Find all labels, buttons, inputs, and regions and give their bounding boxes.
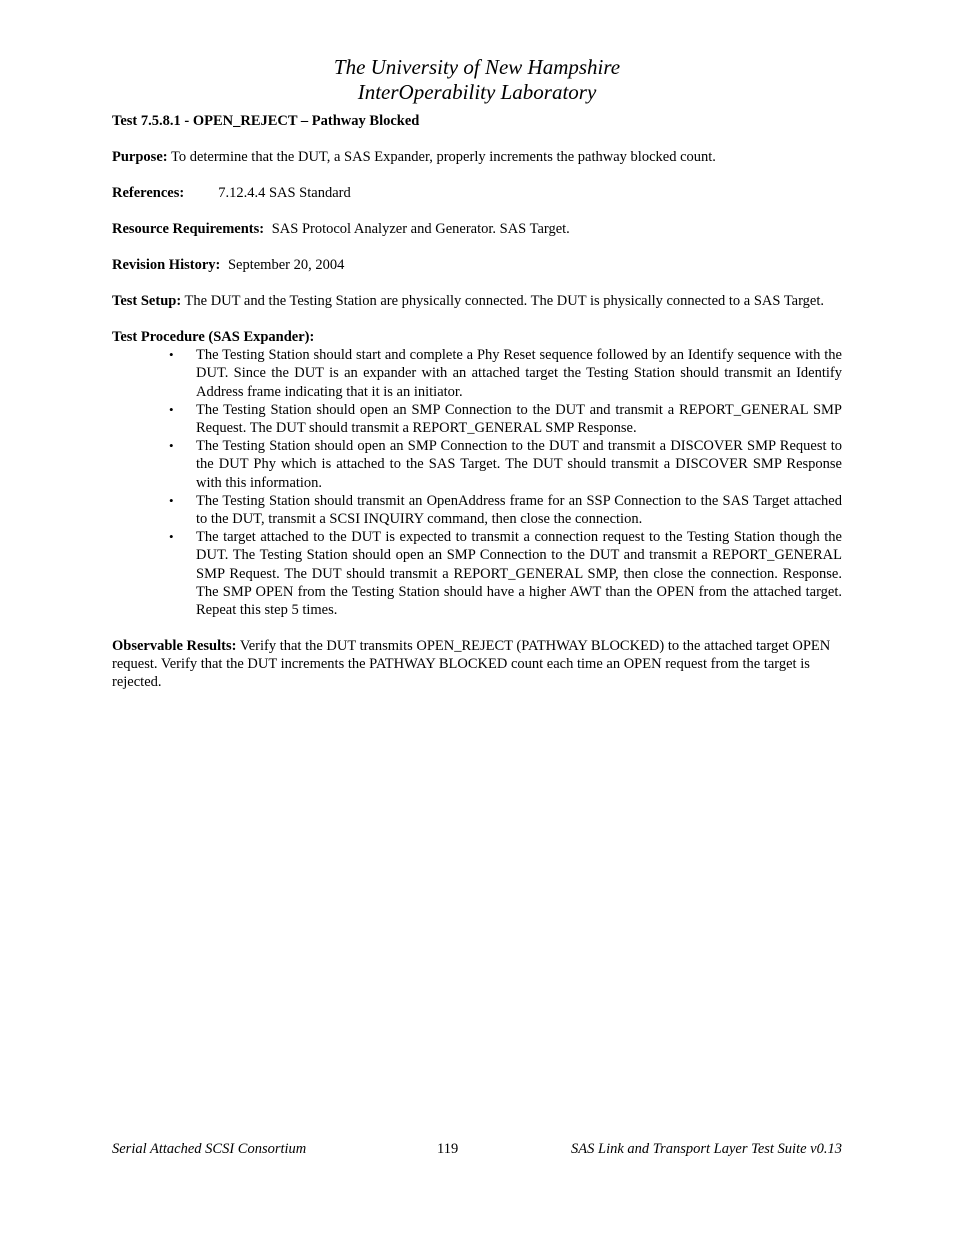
procedure-heading: Test Procedure (SAS Expander): xyxy=(112,329,315,345)
page-number: 119 xyxy=(437,1141,459,1157)
purpose-text: To determine that the DUT, a SAS Expander, properly increments the pathway blocked count. xyxy=(170,149,716,165)
revision-label: Revision History: xyxy=(112,257,221,273)
header-lab: InterOperability Laboratory xyxy=(357,80,597,104)
setup-section xyxy=(112,292,842,310)
resources-label: Resource Requirements: xyxy=(112,221,265,237)
references-label: References: xyxy=(112,185,185,201)
procedure-step xyxy=(169,528,842,619)
results-text: Verify that the DUT transmits OPEN_REJECT (PATHWAY BLOCKED) to the attached target OPEN request. Verify that the DUT increments the PATHWAY BLOCKED count each time an OPEN request from the target is rejected. xyxy=(112,638,831,691)
bullet-icon: • xyxy=(169,492,174,508)
footer-consortium: Serial Attached SCSI Consortium xyxy=(112,1141,307,1157)
references-section xyxy=(112,184,842,202)
procedure-step xyxy=(169,401,842,437)
procedure-step xyxy=(169,492,842,528)
page-footer xyxy=(112,1140,842,1160)
purpose-section xyxy=(112,148,842,166)
procedure-step-text: The Testing Station should open an SMP Connection to the DUT and transmit a DISCOVER SMP Request to the DUT Phy which is attached to the SAS Target. The DUT should transmit a DISCOVER SMP Response with this information. xyxy=(196,438,842,491)
purpose-label: Purpose: xyxy=(112,149,168,165)
references-text: 7.12.4.4 SAS Standard xyxy=(218,185,351,201)
procedure-step-text: The Testing Station should open an SMP Connection to the DUT and transmit a REPORT_GENERAL SMP Request. The DUT should transmit a REPORT_GENERAL SMP Response. xyxy=(196,401,842,437)
procedure-step-text: The Testing Station should transmit an OpenAddress frame for an SSP Connection to the SAS Target attached to the DUT, transmit a SCSI INQUIRY command, then close the connection. xyxy=(196,492,842,528)
procedure-step xyxy=(169,346,842,401)
procedure-step xyxy=(169,437,842,492)
bullet-icon: • xyxy=(169,438,174,454)
footer-suite-title: SAS Link and Transport Layer Test Suite v0.13 xyxy=(571,1141,842,1157)
bullet-icon: • xyxy=(169,401,174,417)
results-label: Observable Results: xyxy=(112,638,237,655)
resources-section xyxy=(112,220,842,238)
procedure-step-text: The target attached to the DUT is expected to transmit a connection request to the Testing Station though the DUT. The Testing Station should open an SMP Connection to the DUT and transmit a REPORT_GENERAL SMP Request. The DUT should transmit a REPORT_GENERAL SMP, then close the connection. Response. The SMP OPEN from the Testing Station should have a higher AWT than the OPEN from the attached target. Repeat this step 5 times. xyxy=(196,529,842,619)
revision-section xyxy=(112,256,842,274)
procedure-step-text: The Testing Station should start and complete a Phy Reset sequence followed by an Identify sequence with the DUT. Since the DUT is an expander with an attached target the Testing Station should transmit an Identify Address frame indicating that it is an initiator. xyxy=(196,347,842,400)
bullet-icon: • xyxy=(169,529,174,545)
revision-text: September 20, 2004 xyxy=(227,257,345,273)
setup-label: Test Setup: xyxy=(112,293,182,309)
resources-text: SAS Protocol Analyzer and Generator. SAS Target. xyxy=(271,221,570,237)
procedure-list xyxy=(112,346,842,619)
page-header xyxy=(0,55,954,105)
results-section xyxy=(112,637,842,692)
header-institution: The University of New Hampshire xyxy=(333,55,621,79)
bullet-icon: • xyxy=(169,347,174,363)
test-title: Test 7.5.8.1 - OPEN_REJECT – Pathway Blocked xyxy=(112,113,420,129)
setup-text: The DUT and the Testing Station are physically connected. The DUT is physically connected to a SAS Target. xyxy=(184,293,825,309)
document-body xyxy=(112,112,842,709)
